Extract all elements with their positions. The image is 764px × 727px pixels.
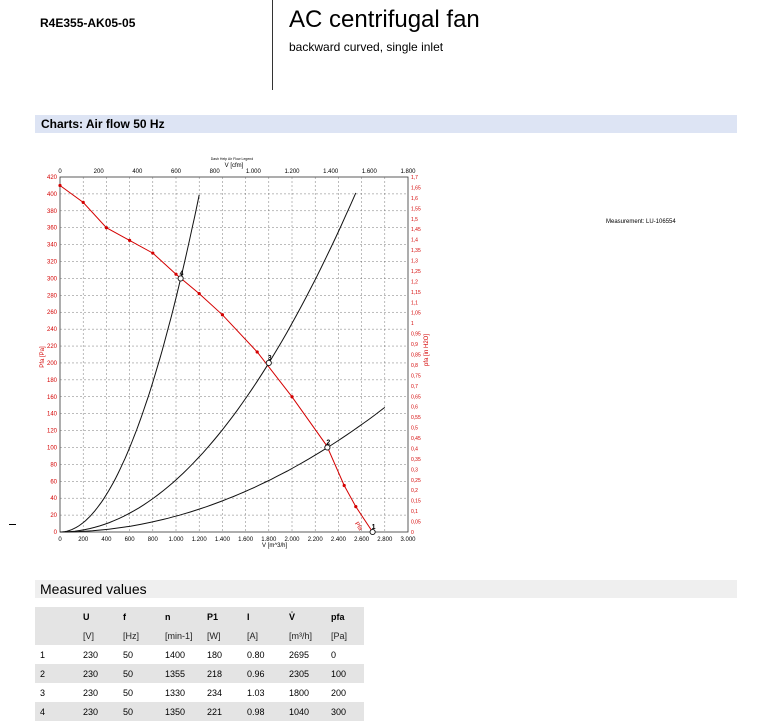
y-tick-label: 200 — [46, 360, 57, 367]
unit-cell: [W] — [202, 626, 242, 645]
table-cell: 234 — [207, 687, 223, 698]
table-cell: 218 — [202, 664, 242, 683]
fan-curve-point — [198, 292, 201, 295]
chart-top-note: Dash Help Air Flow Legend — [210, 157, 254, 161]
y-tick-label: 340 — [46, 242, 57, 249]
table-cell: 3 — [40, 687, 46, 698]
y2-tick-label: 0,25 — [411, 477, 421, 484]
table-cell: 50 — [118, 664, 160, 683]
header-cell: P1 — [202, 607, 242, 626]
x2-tick-label: 1.200 — [284, 169, 300, 175]
table-cell: 221 — [202, 702, 242, 721]
table-cell: 50 — [118, 702, 160, 721]
operating-point-label: 3 — [267, 354, 272, 362]
product-title: AC centrifugal fan — [289, 6, 480, 33]
measurement-id: Measurement: LU-106554 — [606, 219, 676, 225]
y2-tick-label: 1,45 — [411, 227, 421, 234]
y2-tick-label: 1,3 — [411, 258, 418, 265]
y2-tick-label: 1,35 — [411, 248, 421, 255]
fan-curve-point — [354, 505, 357, 508]
y2-tick-label: 0,55 — [411, 415, 421, 422]
x-tick-label: 2.400 — [330, 537, 346, 543]
y2-tick-label: 0,65 — [411, 394, 421, 401]
unit-cell: [V] — [78, 626, 118, 645]
table-cell: 1800 — [289, 687, 310, 698]
y-tick-label: 220 — [46, 344, 57, 351]
header-cell: n — [160, 607, 202, 626]
x2-tick-label: 200 — [93, 169, 104, 175]
table-row — [35, 645, 364, 664]
y2-tick-label: 0,8 — [411, 362, 418, 369]
product-subtitle: backward curved, single inlet — [289, 40, 444, 54]
y2-tick-label: 0,5 — [411, 425, 418, 432]
fan-curve-point — [290, 395, 293, 398]
table-cell: 200 — [331, 687, 347, 698]
y-tick-label: 80 — [50, 462, 57, 469]
y-tick-label: 240 — [46, 327, 57, 334]
x-tick-label: 1.400 — [214, 537, 230, 543]
unit-cell: [Pa] — [326, 626, 364, 645]
header-cell: V̇ — [284, 607, 326, 626]
unit-cell: [m³/h] — [284, 626, 326, 645]
table-cell: 180 — [207, 649, 223, 660]
x-tick-label: 600 — [124, 537, 135, 543]
y-tick-label: 20 — [50, 513, 57, 520]
header-cell: pfa — [326, 607, 364, 626]
table-row — [35, 664, 364, 683]
table-row — [35, 683, 364, 702]
y-tick-label: 380 — [46, 208, 57, 215]
y2-axis-title: pfa [in H2O] — [424, 333, 430, 367]
charts-section-title: Charts: Air flow 50 Hz — [41, 117, 165, 131]
fan-curve-point — [174, 273, 177, 276]
y-tick-label: 260 — [46, 310, 57, 317]
y-tick-label: 300 — [46, 276, 57, 283]
y2-tick-label: 1,65 — [411, 185, 421, 192]
model-number: R4E355-AK05-05 — [40, 16, 136, 30]
y2-tick-label: 1,5 — [411, 216, 418, 223]
y2-tick-label: 1,4 — [411, 237, 418, 244]
y2-tick-label: 0,2 — [411, 488, 418, 495]
table-cell: 0.96 — [242, 664, 284, 683]
table-cell: 2 — [35, 664, 78, 683]
fan-curve-point — [221, 313, 224, 316]
y2-tick-label: 1,05 — [411, 310, 421, 317]
table-cell: 50 — [123, 687, 134, 698]
y2-tick-label: 1,6 — [411, 195, 418, 202]
operating-point-label: 2 — [326, 439, 331, 447]
y2-tick-label: 1,2 — [411, 279, 418, 286]
fan-curve-point — [128, 239, 131, 242]
y2-tick-label: 0,6 — [411, 404, 418, 411]
header-cell: U — [78, 607, 118, 626]
y-tick-label: 40 — [50, 496, 57, 503]
x2-tick-label: 400 — [132, 169, 143, 175]
y2-tick-label: 0,1 — [411, 509, 418, 516]
x-tick-label: 1.200 — [191, 537, 207, 543]
table-header-row — [35, 607, 364, 626]
y2-tick-label: 1,25 — [411, 268, 421, 275]
table-cell: 1330 — [165, 687, 186, 698]
table-cell: 50 — [123, 649, 134, 660]
table-cell: 0.98 — [242, 702, 284, 721]
x-tick-label: 2.800 — [377, 537, 393, 543]
y-axis-title: Pfa [Pa] — [40, 346, 46, 368]
table-cell: 0 — [331, 649, 337, 660]
y-tick-label: 60 — [50, 479, 57, 486]
y-tick-label: 320 — [46, 259, 57, 266]
unit-cell: [min-1] — [160, 626, 202, 645]
table-cell: 1.03 — [247, 687, 265, 698]
table-cell: 2305 — [284, 664, 326, 683]
table-cell: 300 — [326, 702, 364, 721]
table-cell: 100 — [326, 664, 364, 683]
y2-tick-label: 0 — [411, 530, 414, 536]
table-cell: 1040 — [284, 702, 326, 721]
x-tick-label: 0 — [58, 537, 62, 543]
x2-tick-label: 1.000 — [245, 169, 261, 175]
unit-cell: [A] — [242, 626, 284, 645]
fan-curve-point — [256, 350, 259, 353]
x-tick-label: 400 — [101, 537, 112, 543]
y-tick-label: 0 — [53, 530, 57, 536]
header-cell — [35, 607, 78, 626]
y2-tick-label: 0,35 — [411, 456, 421, 463]
header-divider — [272, 0, 273, 90]
operating-point-label: 1 — [371, 524, 376, 531]
x-tick-label: 1.000 — [168, 537, 184, 543]
y-tick-label: 140 — [46, 411, 57, 418]
table-cell: 230 — [78, 702, 118, 721]
fan-curve-point — [82, 201, 85, 204]
x-tick-label: 800 — [147, 537, 158, 543]
x-tick-label: 1.800 — [261, 537, 277, 543]
table-cell: 230 — [83, 687, 99, 698]
x2-tick-label: 1.600 — [361, 169, 377, 175]
table-unit-row — [35, 626, 364, 645]
y2-tick-label: 0,15 — [411, 498, 421, 505]
y-tick-label: 400 — [46, 191, 57, 198]
y2-tick-label: 0,9 — [411, 342, 418, 349]
measured-values-title: Measured values — [40, 581, 147, 597]
header-cell: I — [242, 607, 284, 626]
header-cell: f — [118, 607, 160, 626]
y2-tick-label: 1,1 — [411, 300, 418, 307]
fan-curve-point — [151, 251, 154, 254]
y2-tick-label: 0,85 — [411, 352, 421, 359]
y2-tick-label: 1,15 — [411, 289, 421, 296]
table-cell: 230 — [83, 649, 99, 660]
x2-tick-label: 0 — [58, 169, 62, 175]
x-tick-label: 2.000 — [284, 537, 300, 543]
table-cell: 2695 — [289, 649, 310, 660]
y2-tick-label: 0,3 — [411, 467, 418, 474]
x-tick-label: 200 — [78, 537, 89, 543]
y-tick-label: 120 — [46, 428, 57, 435]
unit-cell: [Hz] — [118, 626, 160, 645]
y-tick-label: 280 — [46, 293, 57, 300]
table-cell: 230 — [78, 664, 118, 683]
table-cell: 1355 — [160, 664, 202, 683]
table-row — [35, 702, 364, 721]
x2-tick-label: 800 — [209, 169, 220, 175]
x-tick-label: 2.600 — [354, 537, 370, 543]
y2-tick-label: 0,4 — [411, 446, 418, 453]
plot-frame — [60, 177, 408, 532]
y-tick-label: 180 — [46, 377, 57, 384]
y2-tick-label: 0,05 — [411, 519, 421, 526]
x-axis-title: V [m^3/h] — [262, 543, 288, 549]
table-cell: 1350 — [160, 702, 202, 721]
y2-tick-label: 0,95 — [411, 331, 421, 338]
unit-cell — [35, 626, 78, 645]
fan-curve-point — [105, 226, 108, 229]
x2-tick-label: 1.400 — [323, 169, 339, 175]
y-tick-label: 160 — [46, 394, 57, 401]
table-cell: 0.80 — [247, 649, 265, 660]
x-tick-label: 2.200 — [307, 537, 323, 543]
x-tick-label: 1.600 — [238, 537, 254, 543]
airflow-chart — [0, 140, 764, 560]
y-tick-label: 100 — [46, 445, 57, 452]
y2-tick-label: 0,7 — [411, 383, 418, 390]
fan-curve-point — [343, 484, 346, 487]
x2-tick-label: 600 — [170, 169, 182, 175]
y2-tick-label: 1,7 — [411, 175, 418, 181]
table-cell: 4 — [35, 702, 78, 721]
fan-curve-point — [58, 184, 61, 187]
operating-point-label: 4 — [179, 270, 184, 278]
x2-axis-title: V [cfm] — [224, 163, 244, 169]
table-cell: 1400 — [165, 649, 186, 660]
x2-tick-label: 1.800 — [400, 169, 416, 175]
measured-values-table — [35, 607, 364, 721]
y2-tick-label: 0,45 — [411, 436, 421, 443]
measured-values-header — [35, 580, 737, 598]
y2-tick-label: 0,75 — [411, 373, 421, 380]
y2-tick-label: 1,55 — [411, 206, 421, 213]
y-tick-label: 360 — [46, 225, 57, 232]
y-tick-label: 420 — [46, 175, 57, 181]
fan-curve-label: Pfa — [353, 521, 364, 533]
charts-section-header — [35, 115, 737, 133]
table-cell: 1 — [40, 649, 46, 660]
y2-tick-label: 1 — [411, 321, 414, 328]
x-tick-label: 3.000 — [400, 537, 416, 543]
